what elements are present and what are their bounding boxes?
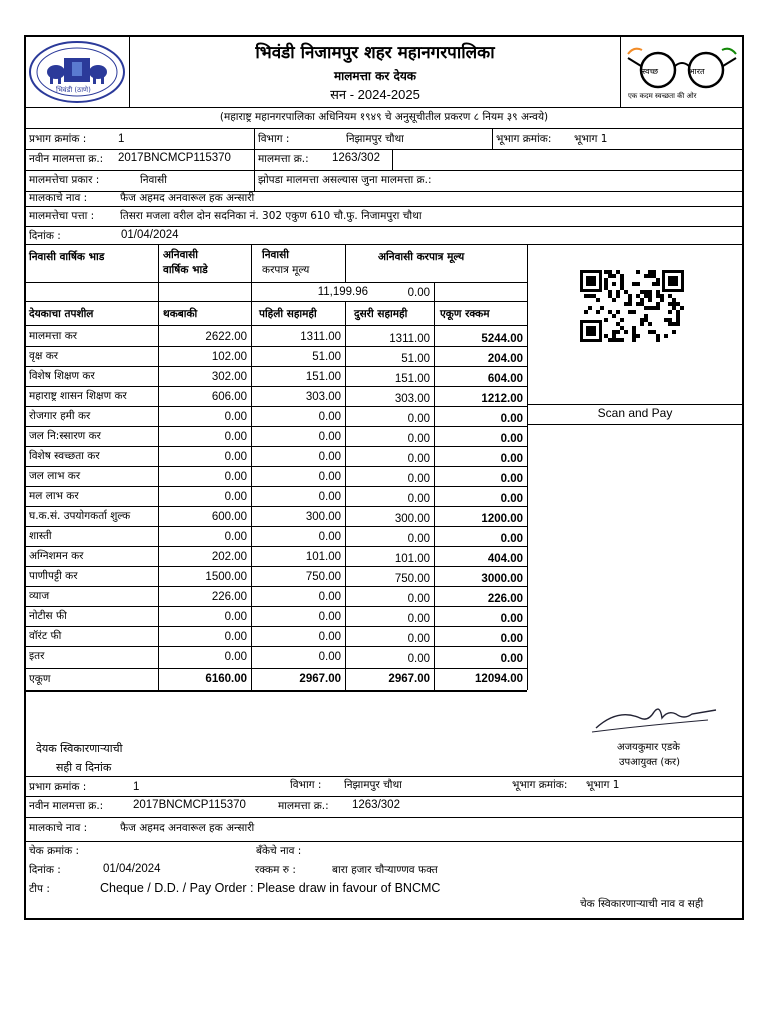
receipt-owner-value: फैज अहमद अनवारूल हक अन्सारी: [120, 822, 255, 834]
swachh-right: भारत: [689, 67, 705, 76]
row-arrears: 0.00: [224, 531, 247, 543]
row-second: 0.00: [407, 533, 430, 545]
row-total: 0.00: [500, 413, 523, 425]
row-first: 101.00: [305, 551, 341, 563]
row-total: 0.00: [500, 493, 523, 505]
row-second: 0.00: [407, 453, 430, 465]
row-first: 0.00: [318, 651, 341, 663]
row-first: 750.00: [305, 571, 341, 583]
row-first: 51.00: [312, 351, 341, 363]
row-label: जल नि:स्सारण कर: [29, 430, 101, 442]
row-first: 151.00: [305, 371, 341, 383]
row-second: 0.00: [407, 413, 430, 425]
row-first: 0.00: [318, 631, 341, 643]
row-label: घ.क.सं. उपयोगकर्ता शुल्क: [29, 510, 131, 522]
org-name: भिवंडी निजामपुर शहर महानगरपालिका: [255, 43, 495, 63]
nonres-rent-header-1: अनिवासी: [163, 249, 198, 261]
officer-title: उपआयुक्त (कर): [619, 757, 680, 768]
row-total: 0.00: [500, 613, 523, 625]
col-total: एकूण रक्कम: [440, 308, 490, 320]
row-second: 0.00: [407, 473, 430, 485]
row-label: मालमत्ता कर: [29, 330, 78, 342]
row-second: 151.00: [394, 373, 430, 385]
receipt-date-value: 01/04/2024: [103, 863, 161, 875]
row-total: 204.00: [487, 353, 523, 365]
row-second: 0.00: [407, 653, 430, 665]
ward-label: प्रभाग क्रमांक :: [29, 133, 87, 145]
row-total: 404.00: [487, 553, 523, 565]
doc-title: मालमत्ता कर देयक: [333, 69, 417, 83]
row-total: 0.00: [500, 433, 523, 445]
row-arrears: 0.00: [224, 491, 247, 503]
row-label: शास्ती: [29, 530, 52, 542]
row-total: 1212.00: [481, 393, 523, 405]
row-label: नोटीस फी: [29, 610, 67, 622]
row-arrears: 600.00: [211, 511, 247, 523]
receipt-property-no-label: मालमत्ता क्र.:: [278, 800, 329, 812]
row-arrears: 202.00: [211, 551, 247, 563]
row-total: 3000.00: [481, 573, 523, 585]
row-arrears: 226.00: [211, 591, 247, 603]
swachh-left: स्वच्छ: [642, 67, 659, 76]
receiver-sign-label-2: सही व दिनांक: [56, 761, 112, 774]
row-arrears: 0.00: [224, 651, 247, 663]
row-label: महाराष्ट्र शासन शिक्षण कर: [29, 390, 127, 402]
res-value-header-1: निवासी: [262, 249, 289, 261]
row-label: अग्निशमन कर: [29, 550, 84, 562]
row-first: 0.00: [318, 531, 341, 543]
row-total: 0.00: [500, 473, 523, 485]
row-first: 303.00: [305, 391, 341, 403]
receipt-new-property-value: 2017BNCMCP115370: [133, 799, 246, 811]
col-details: देयकाचा तपशील: [29, 308, 94, 320]
row-label: वृक्ष कर: [29, 350, 59, 362]
division-value: निझामपुर चौथा: [346, 133, 404, 145]
row-label: रोजगार हमी कर: [29, 410, 91, 422]
row-first: 0.00: [318, 591, 341, 603]
row-label: वॉरंट फी: [29, 630, 62, 642]
receipt-new-property-label: नवीन मालमत्ता क्र.:: [29, 800, 104, 812]
row-label: पाणीपट्टी कर: [29, 570, 78, 582]
row-first: 0.00: [318, 411, 341, 423]
row-first: 0.00: [318, 491, 341, 503]
receipt-division-value: निझामपुर चौथा: [344, 779, 402, 791]
officer-signature: [588, 696, 728, 738]
cheque-receiver-sign-label: चेक स्विकारणाऱ्याची नाव व सही: [580, 898, 704, 910]
subdivision-label: भूभाग क्रमांक:: [496, 133, 552, 145]
amount-words-label: रक्कम रु :: [255, 864, 296, 876]
receipt-subdivision-label: भूभाग क्रमांक:: [512, 779, 568, 791]
col-first-half: पहिली सहामही: [259, 308, 317, 320]
row-label: विशेष शिक्षण कर: [29, 370, 95, 382]
row-second: 51.00: [401, 353, 430, 365]
receipt-division-label: विभाग :: [290, 779, 322, 791]
row-first: 1311.00: [300, 331, 341, 343]
row-label: व्याज: [29, 590, 50, 602]
note-value: Cheque / D.D. / Pay Order : Please draw in favour of BNCMC: [100, 881, 441, 895]
nonres-rent-header-2: वार्षिक भाडे: [163, 264, 208, 276]
address-value: तिसरा मजला वरील दोन सदनिका नं. 302 एकुण 610 चौ.फु. निजामपुरा चौथा: [120, 210, 422, 222]
row-arrears: 0.00: [224, 451, 247, 463]
swachh-tagline: एक कदम स्वच्छता की ओर: [628, 92, 697, 100]
note-label: टीप :: [29, 883, 50, 895]
new-property-label: नवीन मालमत्ता क्र.:: [29, 153, 104, 165]
row-first: 0.00: [318, 431, 341, 443]
act-note: (महाराष्ट्र महानगरपालिका अधिनियम १९४९ चे अनुसूचीतील प्रकरण ८ नियम ३९ अन्वये): [219, 111, 549, 123]
row-total: 0.00: [500, 633, 523, 645]
row-second: 300.00: [394, 513, 430, 525]
property-no-label: मालमत्ता क्र.:: [258, 153, 309, 165]
property-type-value: निवासी: [140, 174, 167, 186]
total-arrears: 6160.00: [205, 673, 247, 685]
new-property-value: 2017BNCMCP115370: [118, 152, 231, 164]
col-second-half: दुसरी सहामही: [354, 308, 408, 320]
row-arrears: 0.00: [224, 411, 247, 423]
receipt-property-no-value: 1263/302: [352, 799, 400, 811]
row-arrears: 302.00: [211, 371, 247, 383]
row-second: 0.00: [407, 593, 430, 605]
row-total: 0.00: [500, 453, 523, 465]
row-arrears: 606.00: [211, 391, 247, 403]
row-second: 0.00: [407, 433, 430, 445]
row-second: 0.00: [407, 493, 430, 505]
row-first: 0.00: [318, 471, 341, 483]
subdivision-value: भूभाग 1: [574, 133, 608, 145]
scan-and-pay-label: Scan and Pay: [597, 406, 673, 420]
row-label: मल लाभ कर: [29, 490, 79, 502]
bank-name-label: बँकेचे नाव :: [256, 845, 302, 857]
receipt-date-label: दिनांक :: [29, 864, 61, 876]
date-value: 01/04/2024: [121, 229, 179, 241]
row-second: 303.00: [394, 393, 430, 405]
row-total: 0.00: [500, 653, 523, 665]
total-row-label: एकूण: [29, 673, 51, 685]
ward-value: 1: [118, 133, 125, 145]
row-arrears: 2622.00: [205, 331, 247, 343]
owner-label: मालकाचे नाव :: [29, 192, 88, 204]
row-label: जल लाभ कर: [29, 470, 81, 482]
amount-words-value: बारा हजार चौऱ्याण्णव फक्त: [332, 864, 438, 876]
nonres-value-amount: 0.00: [407, 287, 430, 299]
payment-qr-code[interactable]: [580, 270, 684, 342]
receipt-subdivision-value: भूभाग 1: [586, 779, 620, 791]
receipt-ward-label: प्रभाग क्रमांक :: [29, 781, 87, 793]
receipt-owner-label: मालकाचे नाव :: [29, 822, 88, 834]
row-first: 0.00: [318, 451, 341, 463]
row-second: 750.00: [394, 573, 430, 585]
owner-value: फैज अहमद अनवारूल हक अन्सारी: [120, 192, 255, 204]
property-type-label: मालमत्तेचा प्रकार :: [29, 174, 100, 186]
nonres-value-header: अनिवासी करपात्र मूल्य: [378, 251, 465, 263]
row-arrears: 0.00: [224, 631, 247, 643]
total-second: 2967.00: [388, 673, 430, 685]
row-total: 226.00: [487, 593, 523, 605]
row-label: विशेष स्वच्छता कर: [29, 450, 100, 462]
row-total: 5244.00: [481, 333, 523, 345]
total-first: 2967.00: [299, 673, 341, 685]
row-total: 1200.00: [481, 513, 523, 525]
row-second: 1311.00: [389, 333, 430, 345]
row-first: 0.00: [318, 611, 341, 623]
row-arrears: 0.00: [224, 431, 247, 443]
row-arrears: 0.00: [224, 611, 247, 623]
date-label: दिनांक :: [29, 230, 61, 242]
cheque-number-label: चेक क्रमांक :: [29, 845, 80, 857]
receiver-sign-label-1: देयक स्विकारणाऱ्याची: [36, 742, 123, 755]
row-arrears: 0.00: [224, 471, 247, 483]
receipt-ward-value: 1: [133, 781, 140, 793]
row-second: 101.00: [394, 553, 430, 565]
row-second: 0.00: [407, 613, 430, 625]
row-total: 0.00: [500, 533, 523, 545]
res-value-header-2: करपात्र मूल्य: [262, 264, 310, 276]
col-arrears: थकबाकी: [163, 308, 198, 320]
res-rent-header: निवासी वार्षिक भाड: [29, 251, 105, 263]
row-arrears: 1500.00: [205, 571, 247, 583]
logo-caption: भिवंडी (ठाणे): [56, 86, 91, 94]
slum-property-label: झोपडा मालमत्ता असल्यास जुना मालमत्ता क्र.:: [258, 174, 432, 186]
total-total: 12094.00: [475, 673, 523, 685]
row-total: 604.00: [487, 373, 523, 385]
row-arrears: 102.00: [211, 351, 247, 363]
row-label: इतर: [29, 650, 45, 662]
division-label: विभाग :: [258, 133, 290, 145]
officer-name: अजयकुमार एडके: [617, 742, 680, 753]
row-first: 300.00: [305, 511, 341, 523]
address-label: मालमत्तेचा पत्ता :: [29, 210, 95, 222]
bill-year: सन - 2024-2025: [330, 87, 420, 102]
res-value-amount: 11,199.96: [317, 286, 368, 298]
property-no-value: 1263/302: [332, 152, 380, 164]
row-second: 0.00: [407, 633, 430, 645]
